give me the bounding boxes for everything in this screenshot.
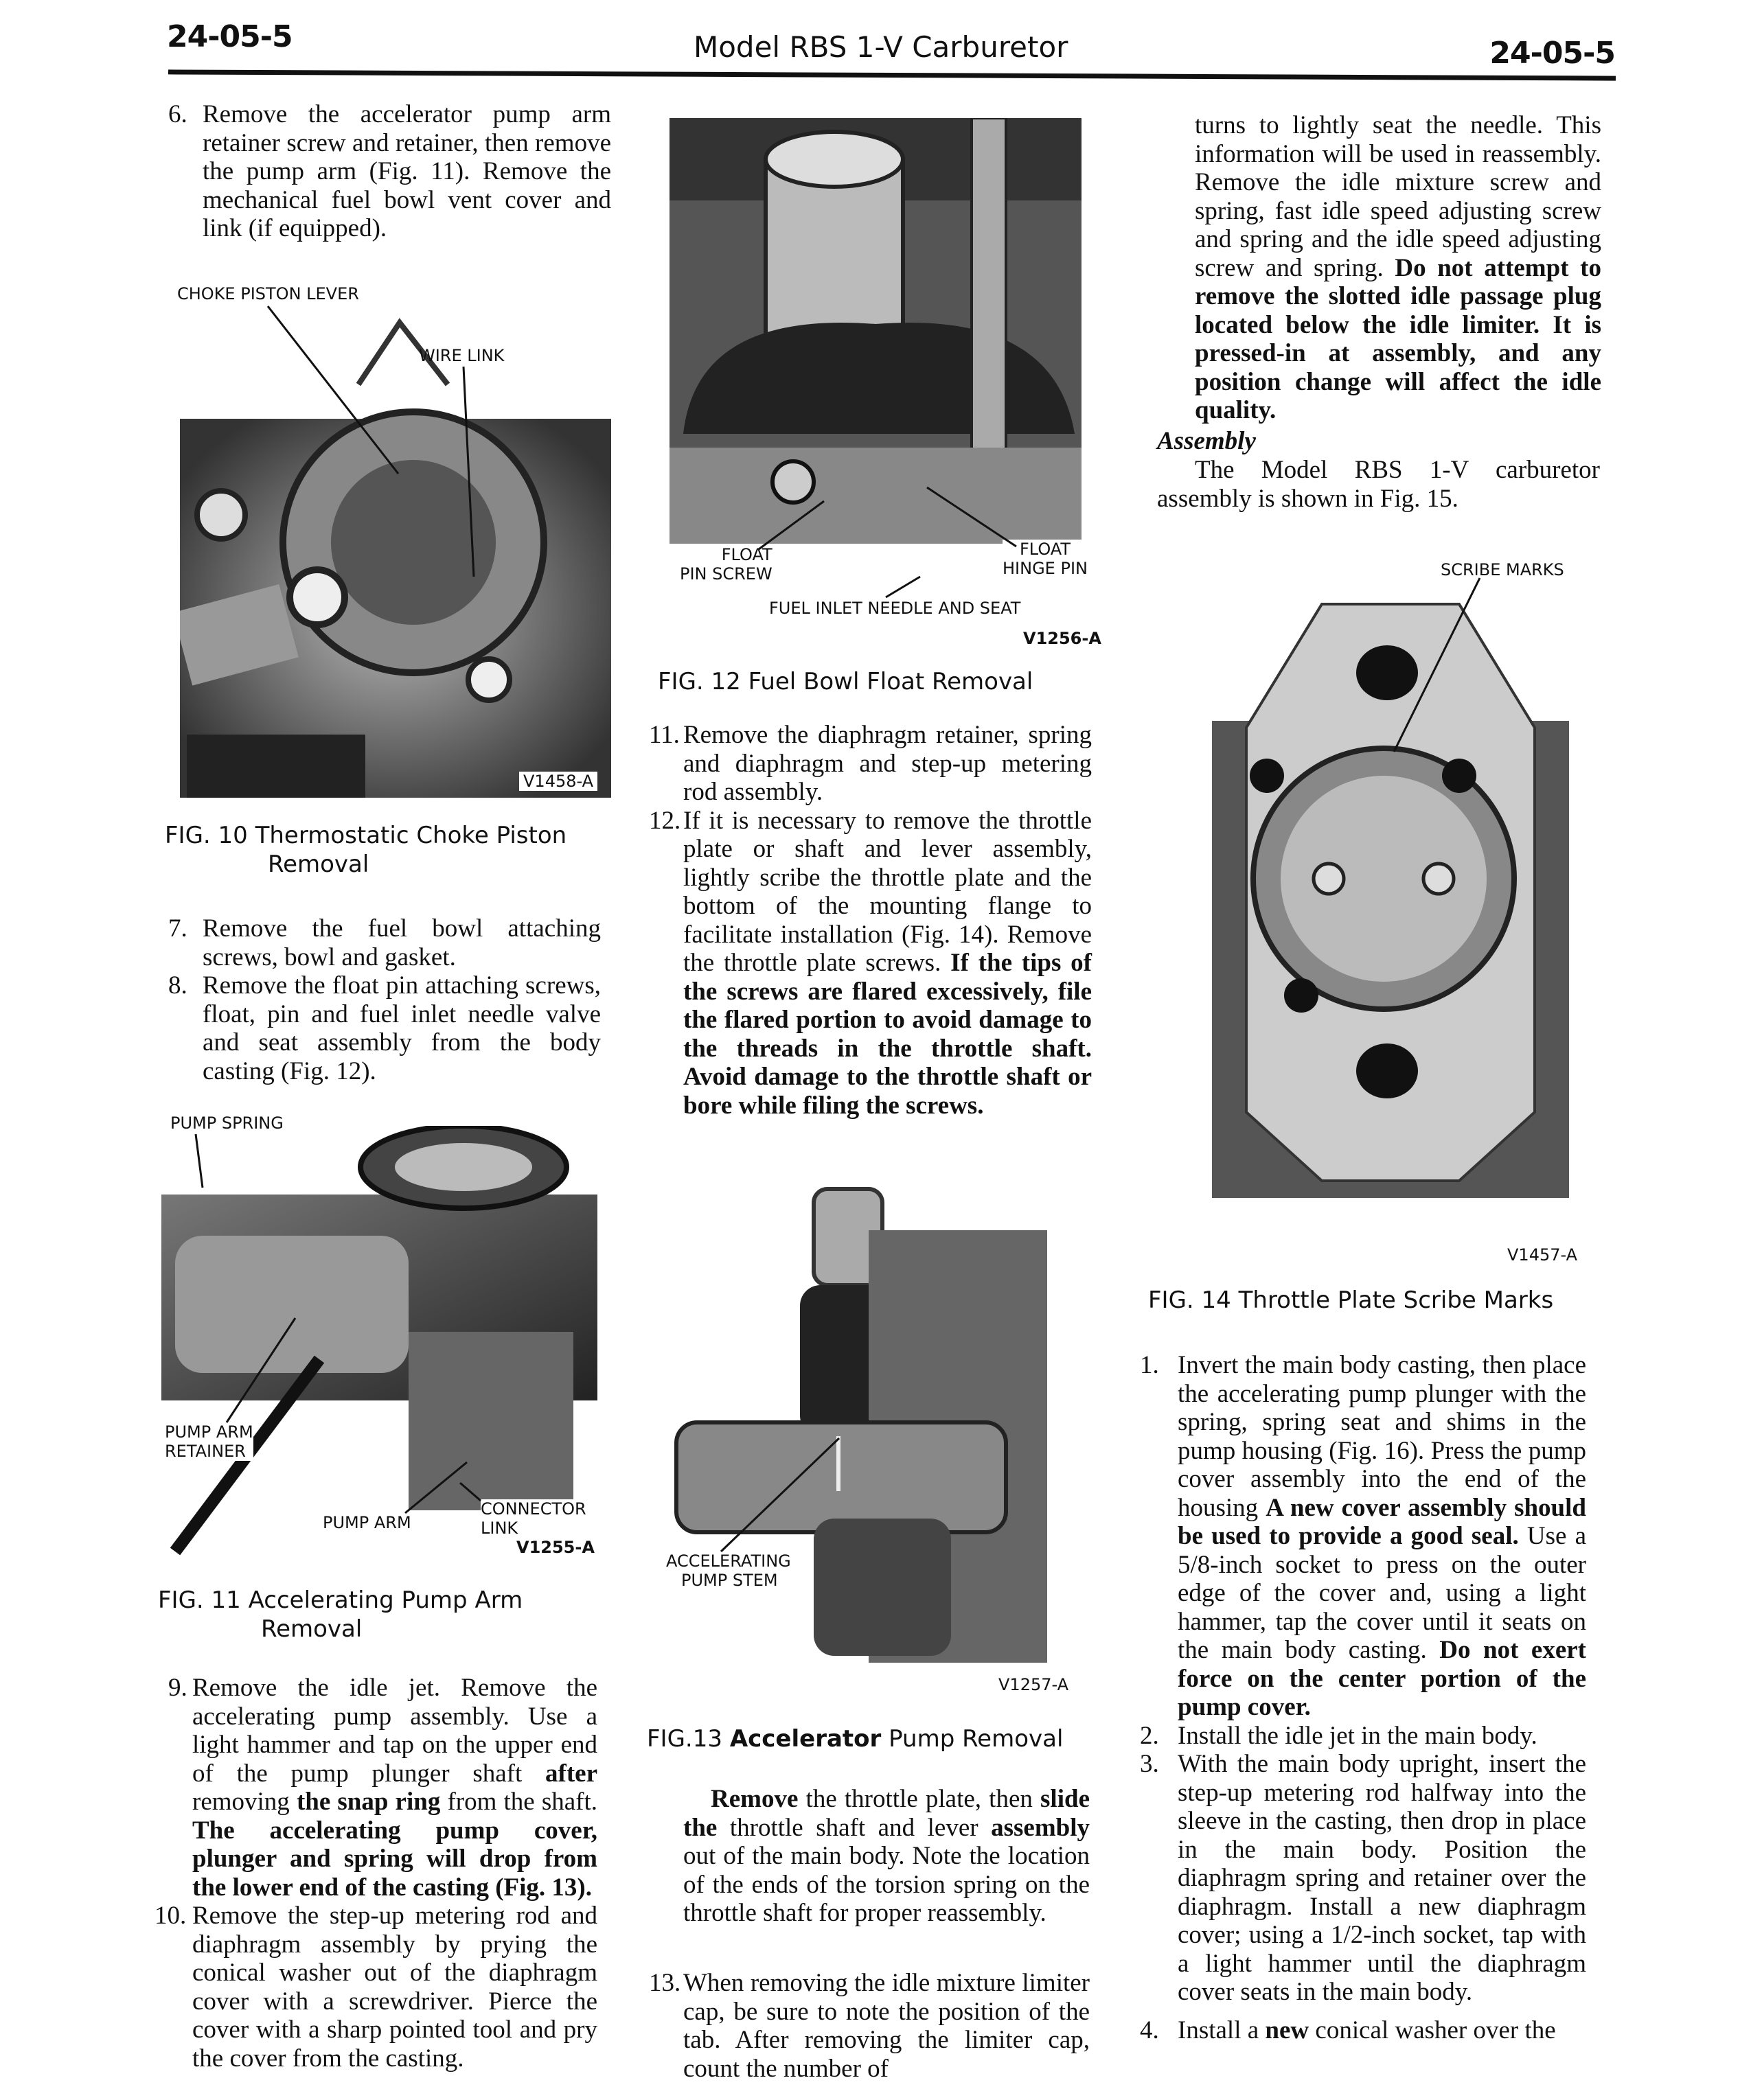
text-run: Install the idle jet in the main body. xyxy=(1178,1721,1537,1750)
paragraph-text xyxy=(683,721,1092,806)
bold-text-run: new xyxy=(1265,2016,1309,2044)
paragraph-text xyxy=(1178,1351,1586,1721)
paragraph-text xyxy=(683,1969,1090,2083)
paragraph-text xyxy=(192,1902,597,2073)
caption-line: Removal xyxy=(268,851,369,878)
step-number: 9. xyxy=(168,1674,187,1702)
fig13-code: V1257-A xyxy=(996,1675,1071,1694)
step-13 xyxy=(649,1969,1090,2083)
fig12-photo xyxy=(670,118,1082,544)
fig10-code: V1458-A xyxy=(519,772,597,791)
label-line: LINK xyxy=(481,1519,518,1538)
fig12-label-float-hinge-pin xyxy=(1003,540,1088,578)
bold-text-run: slide the xyxy=(683,1785,1090,1842)
fig11-caption xyxy=(158,1586,523,1643)
page-title: Model RBS 1-V Carburetor xyxy=(694,30,1068,64)
step-number: 2. xyxy=(1140,1721,1159,1750)
fig12-code: V1256-A xyxy=(1023,629,1101,648)
bold-text-run: after xyxy=(545,1759,597,1788)
text-run: If it is necessary to remove the throttle plate or shaft and lever assembly, lightly scribe the throttle plate and the bottom of the mounting flange to facilitate installation (Fig. 14). Remove the throttle plate screws. xyxy=(683,806,1092,977)
text-run: Install a xyxy=(1178,2016,1266,2044)
text-run: conical washer over the xyxy=(1309,2016,1556,2044)
paragraph-text xyxy=(203,100,611,242)
bold-text-run: Do not exert force on the center portion of the pump cover. xyxy=(1178,1636,1586,1721)
text-run: When removing the idle mixture limiter cap, be sure to note the position of the tab. After removing the limiter cap, count the number of xyxy=(683,1969,1090,2083)
fig12-label-fuel-inlet-needle: FUEL INLET NEEDLE AND SEAT xyxy=(769,599,1021,618)
caption-line: FIG. 11 Accelerating Pump Arm xyxy=(158,1586,523,1614)
bold-text-run: A new cover assembly should be used to provide a good seal. xyxy=(1178,1493,1586,1550)
step-number: 13. xyxy=(649,1969,681,1997)
header-rule xyxy=(168,69,1616,80)
step-number: 11. xyxy=(649,721,680,749)
caption-prefix: FIG.13 xyxy=(647,1725,730,1753)
paragraph-text xyxy=(203,914,601,971)
caption-rest: Pump Removal xyxy=(881,1725,1064,1753)
bold-text-run: the snap ring xyxy=(296,1788,441,1816)
step-number: 12. xyxy=(649,806,681,835)
caption-line: Removal xyxy=(261,1615,363,1643)
assembly-steps xyxy=(1140,1351,1586,2044)
bold-text-run: If the tips of the screws are flared excessively, file the flared portion to avoid damage to the threads in the throttle shaft. Avoid damage to the throttle shaft or bore while filing the screws. xyxy=(683,949,1092,1120)
text-run: The Model RBS 1-V carburetor assembly is shown in Fig. 15. xyxy=(1157,456,1600,513)
fig11-label-pump-spring: PUMP SPRING xyxy=(170,1114,284,1133)
text-run: Remove the step-up metering rod and diaphragm assembly by prying the conical washer out of the diaphragm cover with a screwdriver. Pierce the cover with a sharp pointed tool and pry the cover from the casting. xyxy=(192,1902,597,2073)
paragraph-text xyxy=(1178,2016,1556,2044)
fig11-label-pump-arm: PUMP ARM xyxy=(323,1513,411,1532)
assembly-intro xyxy=(1157,456,1600,513)
step-number: 1. xyxy=(1140,1351,1159,1379)
steps-11-12 xyxy=(649,721,1092,1120)
step-number: 8. xyxy=(168,971,187,1000)
label-line: PIN SCREW xyxy=(680,564,772,584)
step-number: 7. xyxy=(168,914,187,943)
step-number: 10. xyxy=(154,1902,187,1930)
steps-7-8 xyxy=(168,914,601,1085)
bold-text-run: Remove xyxy=(711,1785,799,1813)
bold-text-run: assembly xyxy=(991,1813,1090,1842)
paragraph-text xyxy=(203,971,601,1085)
fig10-label-choke-piston-lever: CHOKE PISTON LEVER xyxy=(177,284,359,303)
text-run: Remove the fuel bowl attaching screws, bowl and gasket. xyxy=(203,914,601,971)
fig14-code: V1457-A xyxy=(1507,1245,1578,1265)
fig11-code: V1255-A xyxy=(516,1538,595,1557)
page-number-left: 24-05-5 xyxy=(167,19,293,54)
fig14-caption: FIG. 14 Throttle Plate Scribe Marks xyxy=(1148,1286,1554,1314)
fig12-caption: FIG. 12 Fuel Bowl Float Removal xyxy=(658,668,1033,695)
bold-text-run: Do not attempt to remove the slotted idle passage plug located below the idle limiter. It is pressed-in at assembly, and any position change will affect the idle quality. xyxy=(1195,253,1601,424)
caption-bold: Accelerator xyxy=(729,1725,882,1753)
text-run: from the shaft. xyxy=(440,1788,598,1816)
text-run: throttle shaft and lever xyxy=(717,1813,992,1842)
label-line: FLOAT xyxy=(1020,540,1071,559)
fig14-label-scribe-marks: SCRIBE MARKS xyxy=(1441,560,1564,579)
label-line: PUMP ARM xyxy=(165,1422,253,1442)
label-line: FLOAT xyxy=(721,545,772,564)
text-run: Remove the diaphragm retainer, spring and diaphragm and step-up metering rod assembly. xyxy=(683,721,1092,806)
page-number-right: 24-05-5 xyxy=(1489,36,1615,71)
label-line: CONNECTOR xyxy=(481,1499,586,1519)
text-run: Invert the main body casting, then place the accelerating pump plunger with the spring, spring seat and shims in the pump housing (Fig. 16). Press the pump cover assembly into the end of the housing xyxy=(1178,1351,1586,1522)
fig11-label-pump-arm-retainer xyxy=(165,1422,253,1461)
paragraph-throttle xyxy=(683,1785,1090,1928)
paragraph-text xyxy=(192,1674,597,1902)
paragraph-continued xyxy=(1195,111,1601,425)
bold-text-run: The accelerating pump cover, plunger and spring will drop from the lower end of the casting (Fig. 13). xyxy=(192,1816,597,1902)
text-run: Remove the idle jet. Remove the accelerating pump assembly. Use a light hammer and tap on the upper end of the pump plunger shaft xyxy=(192,1674,597,1788)
fig11-label-connector-link xyxy=(481,1499,586,1538)
paragraph-text xyxy=(1195,111,1601,424)
label-line: ACCELERATING xyxy=(666,1551,791,1571)
text-run: With the main body upright, insert the step-up metering rod halfway into the sleeve in the casting, then drop in place in the main body. Position the diaphragm spring and retainer over the diaphragm. Install a new diaphragm cover; using a 1/2-inch socket, tap with a light hammer until the diaphragm cover seats in the main body. xyxy=(1178,1750,1586,2006)
paragraph-text xyxy=(1178,1750,1586,2006)
fig13-caption xyxy=(647,1724,1063,1753)
text-run: removing xyxy=(192,1788,297,1816)
label-line: RETAINER xyxy=(165,1442,246,1461)
text-run: Remove the float pin attaching screws, float, pin and fuel inlet needle valve and seat assembly from the body casting (Fig. 12). xyxy=(203,971,601,1085)
paragraph-text xyxy=(683,807,1092,1120)
text-run: Remove the accelerator pump arm retainer screw and retainer, then remove the pump arm (Fig. 11). Remove the mechanical fuel bowl vent cover and link (if equipped). xyxy=(203,100,611,242)
paragraph-text xyxy=(683,1785,1090,1927)
fig13-label-accelerating-pump-stem xyxy=(666,1551,791,1590)
label-line: HINGE PIN xyxy=(1003,559,1088,578)
step-6 xyxy=(168,100,611,243)
step-number: 3. xyxy=(1140,1750,1159,1778)
fig12-label-float-pin-screw xyxy=(680,545,772,584)
step-number: 6. xyxy=(168,100,187,128)
paragraph-text xyxy=(1178,1722,1537,1750)
step-number: 4. xyxy=(1140,2016,1159,2044)
paragraph-text xyxy=(1157,456,1600,513)
text-run: out of the main body. Note the location of the ends of the torsion spring on the throttle shaft for proper reassembly. xyxy=(683,1842,1090,1927)
fig10-photo xyxy=(180,309,611,798)
fig14-photo xyxy=(1212,590,1569,1198)
text-run: the throttle plate, then xyxy=(798,1785,1041,1813)
fig10-caption xyxy=(165,821,566,879)
assembly-heading: Assembly xyxy=(1157,427,1256,455)
fig10-label-wire-link: WIRE LINK xyxy=(419,346,505,365)
caption-line: FIG. 10 Thermostatic Choke Piston xyxy=(165,822,567,849)
text-run: turns to lightly seat the needle. This information will be used in reassembly. Remove the idle mixture screw and spring, fast idle speed adjusting screw and spring and the idle speed adjusting screw and spring. xyxy=(1195,111,1601,282)
steps-9-10 xyxy=(154,1674,597,2073)
text-run: Use a 5/8-inch socket to press on the outer edge of the cover and, using a light hammer, tap the cover until it seats on the main body casting. xyxy=(1178,1522,1586,1664)
label-line: PUMP STEM xyxy=(681,1571,778,1590)
